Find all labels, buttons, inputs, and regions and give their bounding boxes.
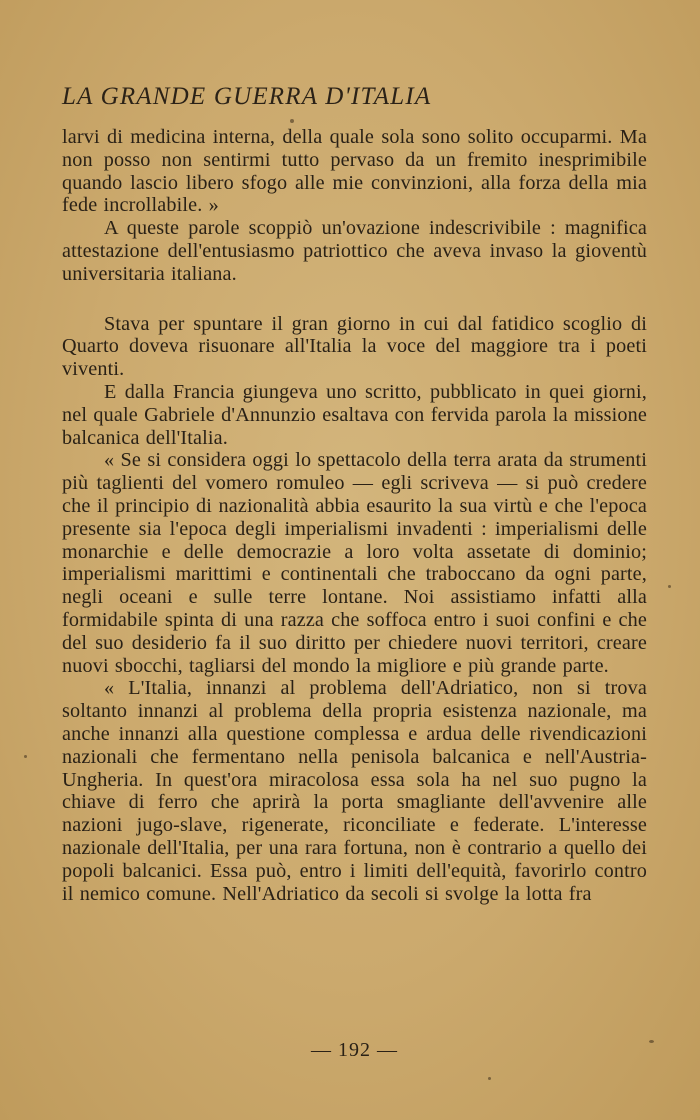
paragraph-2: A queste parole scoppiò un'ovazione indescrivibile : magnifica attestazione dell'entusiasmo patriottico che aveva invaso la gioventù universitaria italiana. bbox=[62, 217, 647, 285]
section-break bbox=[62, 286, 647, 313]
paragraph-1: larvi di medicina interna, della quale sola sono solito occuparmi. Ma non posso non sentirmi tutto pervaso da un fremito inesprimibile quando lascio libero sfogo alle mie convinzioni, alla forza della mia fede incrollabile. » bbox=[62, 126, 647, 217]
book-page bbox=[62, 82, 647, 1092]
paper-speck bbox=[24, 755, 27, 758]
page-number: — 192 — bbox=[311, 1039, 398, 1061]
paper-speck bbox=[649, 1040, 654, 1043]
paper-speck bbox=[668, 585, 671, 588]
paper-speck bbox=[290, 119, 294, 123]
paragraph-4: E dalla Francia giungeva uno scritto, pubblicato in quei giorni, nel quale Gabriele d'Annunzio esaltava con fervida parola la missione balcanica dell'Italia. bbox=[62, 380, 647, 449]
running-head: LA GRANDE GUERRA D'ITALIA bbox=[62, 83, 432, 110]
paragraph-5: « Se si considera oggi lo spettacolo della terra arata da strumenti più taglienti del vomero romuleo — egli scriveva — si può credere che il principio di nazionalità abbia esaurito la sua virtù e che l'epoca presente sia l'epoca degli imperialismi invadenti : imperialismi delle monarchie e delle democrazie a loro volta assetate di dominio; imperialismi marittimi e continentali che traboccano da ogni parte, negli oceani e sulle terre lontane. Noi assistiamo infatti alla formidabile spinta di una razza che soffoca entro i suoi confini e che del suo desiderio fa il suo diritto per chiedere nuovi territori, creare nuovi sbocchi, tagliarsi del mondo la migliore e più grande parte. bbox=[62, 449, 647, 677]
paragraph-3: Stava per spuntare il gran giorno in cui dal fatidico scoglio di Quarto doveva risuonare all'Italia la voce del maggiore tra i poeti viventi. bbox=[62, 312, 647, 381]
paragraph-6: « L'Italia, innanzi al problema dell'Adriatico, non si trova soltanto innanzi al problema della propria esistenza nazionale, ma anche innanzi alla questione complessa e ardua delle rivendicazioni nazionali che fermentano nella penisola balcanica e nell'Austria-Ungheria. In quest'ora miracolosa essa sola ha nel suo pugno la chiave di ferro che aprirà la porta smagliante dell'avvenire alle nazioni jugo-slave, rigenerate, riconciliate e federate. L'interesse nazionale dell'Italia, per una rara fortuna, non è contrario a quello dei popoli balcanici. Essa può, entro i limiti dell'equità, favorirlo contro il nemico comune. Nell'Adriatico da secoli si svolge la lotta fra bbox=[62, 677, 647, 905]
paper-speck bbox=[488, 1077, 491, 1080]
